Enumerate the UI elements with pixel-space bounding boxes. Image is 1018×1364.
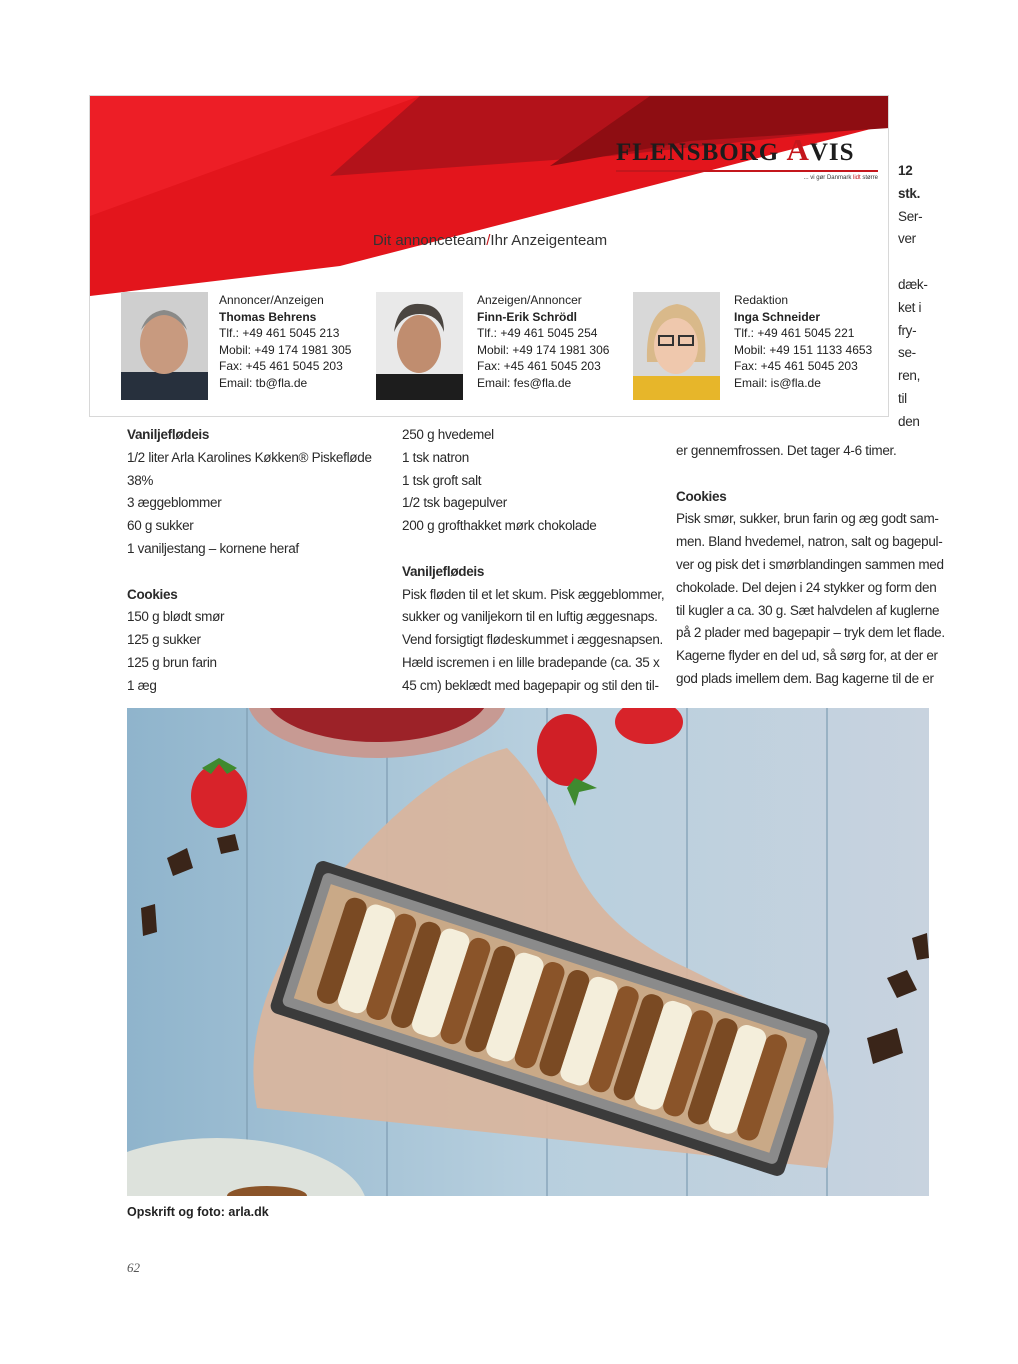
- recipe-column-1: [127, 424, 372, 698]
- method-heading-cookies: Cookies: [676, 488, 727, 504]
- text-line: den: [898, 413, 920, 429]
- contact-email[interactable]: Email: fes@fla.de: [477, 375, 572, 390]
- method-line: Vend forsigtigt flødeskummet i æggesnapsen.: [402, 632, 663, 648]
- contact-fax: Fax: +45 461 5045 203: [477, 359, 601, 374]
- ingredient-line: 250 g hvedemel: [402, 427, 494, 442]
- ingredient-line: 3 æggeblommer: [127, 495, 222, 511]
- contact-mobile: Mobil: +49 174 1981 305: [219, 342, 352, 357]
- contact-photo: [376, 292, 463, 400]
- text-line: fry-: [898, 322, 917, 338]
- logo-tagline: [616, 175, 878, 181]
- ingredient-line: 125 g sukker: [127, 632, 201, 648]
- tagline-highlight: lidt: [852, 175, 861, 181]
- ingredient-line: 1 vaniljestang – kornene heraf: [127, 540, 299, 556]
- method-line: Pisk smør, sukker, brun farin og æg godt sam-: [676, 511, 939, 527]
- ingredients-heading-cookies: Cookies: [127, 586, 178, 602]
- ad-title-danish: Dit annonceteam: [372, 232, 487, 249]
- method-line: er gennemfrossen. Det tager 4-6 timer.: [676, 443, 897, 458]
- ingredients-heading-icecream: Vaniljeflødeis: [127, 427, 210, 442]
- ingredient-line: 1/2 liter Arla Karolines Køkken® Piskefløde: [127, 449, 372, 465]
- serving-count: 12: [898, 163, 913, 178]
- contact-mobile: Mobil: +49 151 1133 4653: [734, 342, 873, 357]
- contact-mobile: Mobil: +49 174 1981 306: [477, 342, 610, 357]
- text-line: til: [898, 390, 907, 406]
- recipe-column-3: [676, 440, 945, 691]
- method-line: på 2 plader med bagepapir – tryk dem let flade.: [676, 625, 945, 641]
- ad-title-german: Ihr Anzeigenteam: [490, 232, 608, 249]
- recipe-column-4: [898, 160, 928, 434]
- contact-phone: Tlf.: +49 461 5045 221: [734, 326, 855, 341]
- logo-text-a: A: [786, 132, 810, 167]
- contact-photo: [121, 292, 208, 400]
- contact-phone: Tlf.: +49 461 5045 254: [477, 326, 598, 341]
- page-number: 62: [127, 1260, 140, 1275]
- ice-cream-sandwich-photo: [127, 708, 929, 1196]
- method-heading-icecream: Vaniljeflødeis: [402, 563, 485, 579]
- ingredient-line: 60 g sukker: [127, 518, 194, 534]
- contact-info: [477, 292, 609, 392]
- contact-info: [734, 292, 872, 392]
- flensborg-avis-logo: [616, 132, 878, 181]
- ingredient-line: 1/2 tsk bagepulver: [402, 495, 507, 511]
- method-line: 45 cm) beklædt med bagepapir og stil den til-: [402, 677, 659, 693]
- contact-phone: Tlf.: +49 461 5045 213: [219, 326, 340, 341]
- contact-role: Redaktion: [734, 293, 789, 307]
- text-line: ket i: [898, 299, 922, 315]
- logo-underline: [616, 170, 878, 172]
- method-line: Hæld iscremen i en lille bradepande (ca. 35 x: [402, 654, 660, 670]
- contact-name: Thomas Behrens: [219, 309, 317, 324]
- contact-info: [219, 292, 351, 392]
- method-line: Pisk fløden til et let skum. Pisk æggeblommer,: [402, 586, 665, 602]
- text-line: ver: [898, 231, 916, 247]
- contact-name: Finn-Erik Schrödl: [477, 309, 578, 324]
- text-line: se-: [898, 345, 916, 361]
- ingredient-line: 1 tsk natron: [402, 449, 469, 465]
- ad-title-slash: /: [486, 232, 491, 249]
- ingredient-line: 1 æg: [127, 677, 157, 693]
- ad-title: [90, 232, 889, 249]
- recipe-column-2: [402, 424, 664, 698]
- method-line: god plads imellem dem. Bag kagerne til de er: [676, 670, 934, 686]
- contact-photo: [633, 292, 720, 400]
- ingredient-line: 200 g grofthakket mørk chokolade: [402, 518, 597, 534]
- ingredient-line: 38%: [127, 472, 154, 488]
- photo-credit: Opskrift og foto: arla.dk: [127, 1205, 269, 1219]
- tagline-post: større: [860, 175, 878, 181]
- contact-role: Anzeigen/Annoncer: [477, 293, 582, 307]
- advertisement-box: [89, 95, 889, 417]
- serving-unit: stk.: [898, 185, 921, 201]
- contact-email[interactable]: Email: is@fla.de: [734, 375, 821, 390]
- text-line: dæk-: [898, 276, 928, 292]
- method-line: til kugler a ca. 30 g. Sæt halvdelen af kuglerne: [676, 602, 940, 618]
- method-line: chokolade. Del dejen i 24 stykker og form den: [676, 579, 937, 595]
- contact-role: Annoncer/Anzeigen: [219, 293, 324, 307]
- method-line: sukker og vaniljekorn til en luftig æggesnaps.: [402, 609, 658, 625]
- text-line: Ser-: [898, 208, 923, 224]
- method-line: Kagerne flyder en del ud, så sørg for, at der er: [676, 648, 938, 664]
- ingredient-line: 125 g brun farin: [127, 654, 217, 670]
- contact-fax: Fax: +45 461 5045 203: [219, 359, 343, 374]
- tagline-pre: ... vi gør Danmark: [803, 175, 853, 181]
- method-line: men. Bland hvedemel, natron, salt og bagepul-: [676, 534, 943, 550]
- logo-text-pre: FLENSBORG: [616, 139, 787, 166]
- ingredient-line: 1 tsk groft salt: [402, 472, 482, 488]
- contact-name: Inga Schneider: [734, 309, 821, 324]
- contact-fax: Fax: +45 461 5045 203: [734, 359, 858, 374]
- method-line: ver og pisk det i smørblandingen sammen med: [676, 556, 944, 572]
- ingredient-line: 150 g blødt smør: [127, 609, 225, 625]
- logo-text-post: VIS: [809, 139, 855, 166]
- text-line: ren,: [898, 368, 921, 384]
- contact-email[interactable]: Email: tb@fla.de: [219, 375, 308, 390]
